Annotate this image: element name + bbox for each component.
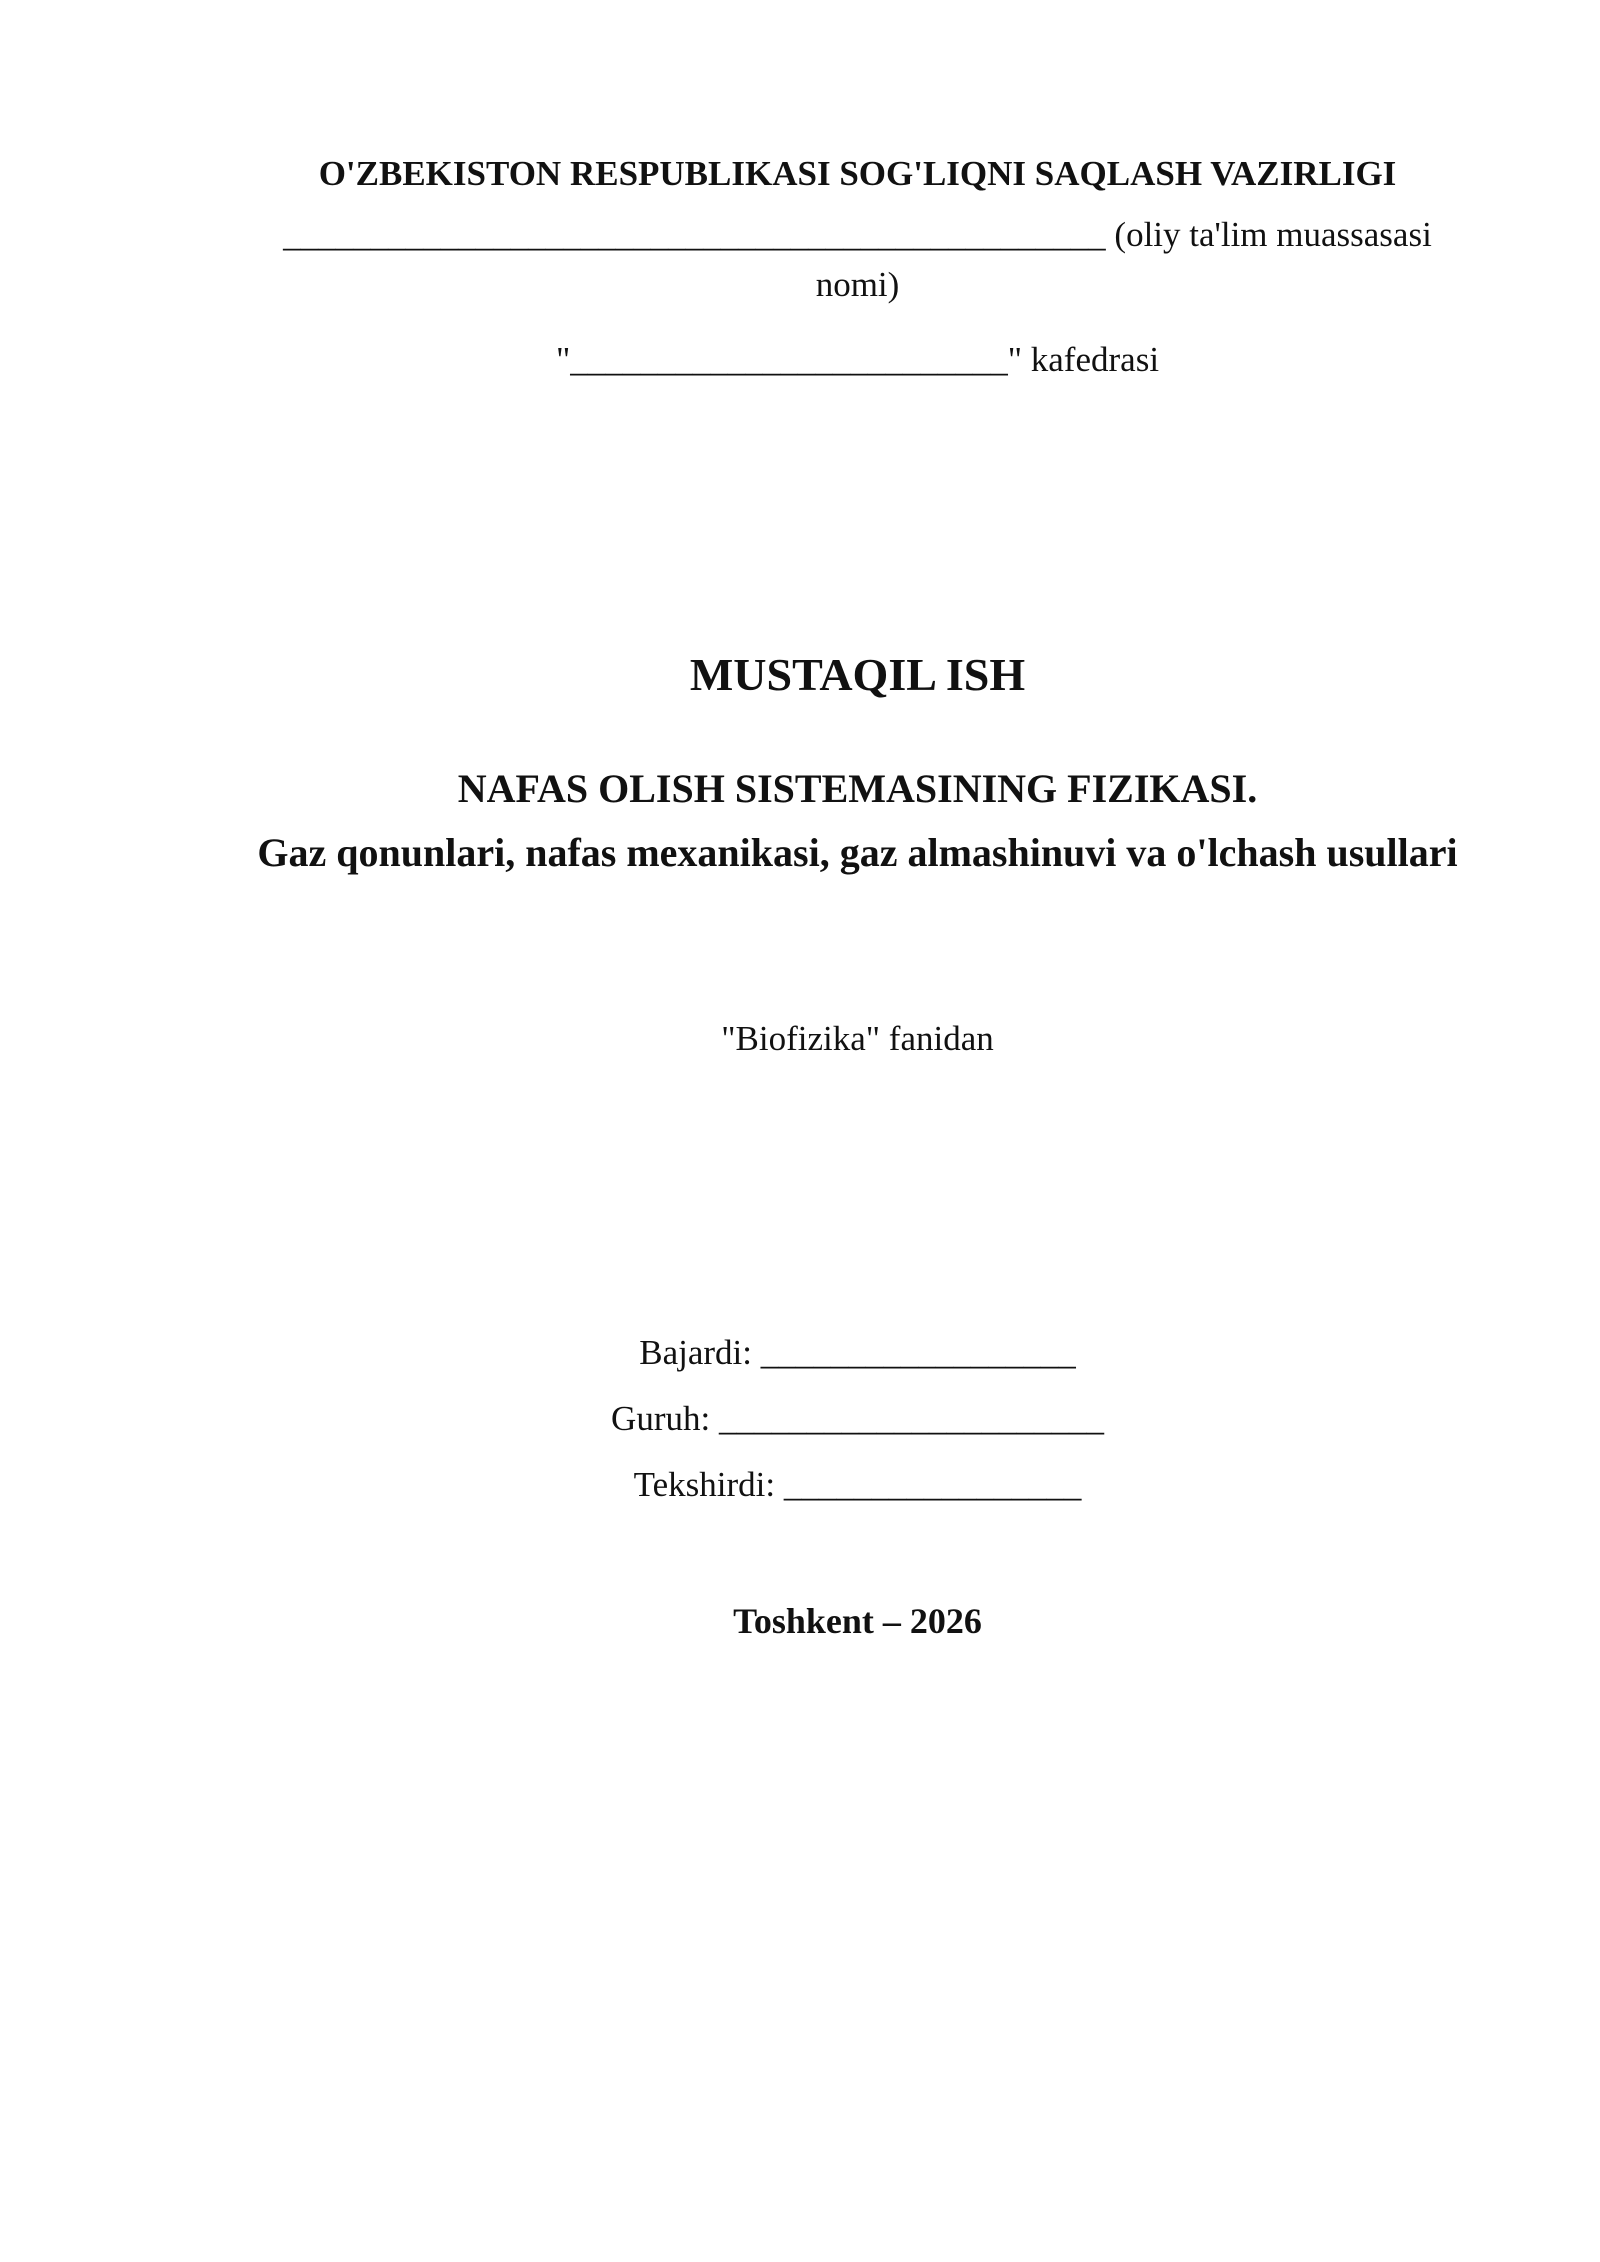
document-type-heading: MUSTAQIL ISH [689, 649, 1026, 700]
signature-block [250, 1320, 1465, 1518]
document-title-line-1: NAFAS OLISH SISTEMASINING FIZIKASI. [457, 766, 1258, 811]
document-title [250, 757, 1465, 885]
checked-by-line: Tekshirdi: _________________ [633, 1465, 1082, 1504]
performed-by-line: Bajardi: __________________ [639, 1333, 1076, 1372]
department-line: "_________________________" kafedrasi [555, 340, 1160, 379]
institution-name-line: _______________________________________________ (oliy ta'lim muassasasi nomi) [283, 215, 1432, 304]
document-title-line-2: Gaz qonunlari, nafas mexanikasi, gaz almashinuvi va o'lchash usullari [257, 830, 1458, 875]
subject-line: "Biofizika" fanidan [721, 1019, 994, 1058]
ministry-heading: O'ZBEKISTON RESPUBLIKASI SOG'LIQNI SAQLASH VAZIRLIGI [318, 154, 1397, 193]
group-line: Guruh: ______________________ [611, 1399, 1104, 1438]
city-year-footer: Toshkent – 2026 [733, 1601, 982, 1641]
